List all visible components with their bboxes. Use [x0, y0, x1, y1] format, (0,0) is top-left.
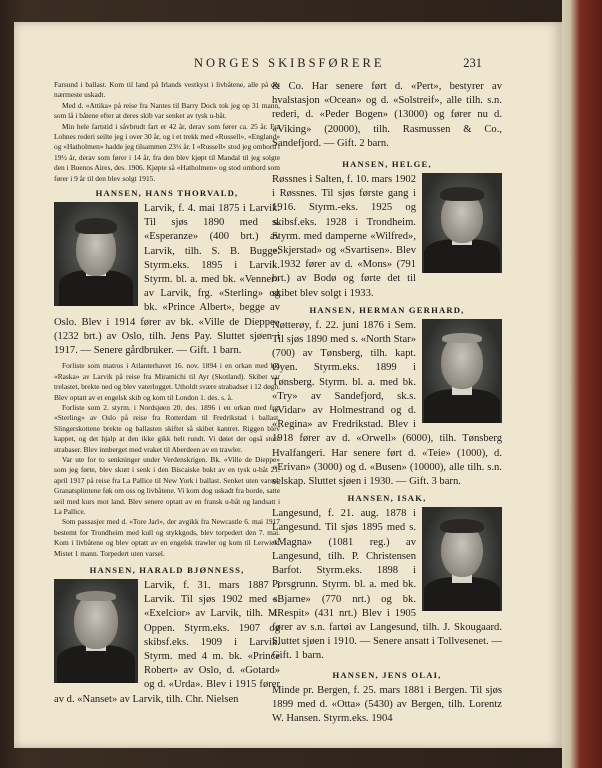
entry-text: Minde pr. Bergen, f. 25. mars 1881 i Bergen. Til sjøs 1899 med d. «Otta» (5430) av Bergen, tilh. Lorentz W. Hansen. Styrm.eks. 1904 — [272, 684, 502, 724]
intro-text — [54, 80, 280, 184]
anecdote: Som passasjer med d. «Tore Jarl», der avgikk fra Newcastle 6. mai 1917 bestemt for Trondheim med kull og stykkgods, blev torpedert den 7. mai. Kom i livbåtene og blev optatt av en engelsk trawler og kom til Lerwick. Mistet 1 mann. Torpedert uten varsel. — [54, 517, 280, 558]
intro-line: Min hele fartstid i såvbrudt fart er 42 år, derav som fører ca. 25 år. Fra Lohnes rederi seilte jeg i over 30 år, og i et trekk med «Russell», «England» og «Hatholmen» hadde jeg tilsammen 23½ år. I «Russell» stod jeg ombord i 19½ år, derav som fører i 14 år, fra den blev kjøpt til Mandal til jeg solgte den i Buenos Aires, des. 1906. Kjøpte så «Hatholmen» og stod ombord som fører i 9 år til den blev solgt 1915. — [54, 121, 280, 183]
book-page — [14, 22, 562, 748]
page-header — [54, 56, 482, 74]
entry-heading: HANSEN, ISAK, — [347, 493, 427, 504]
entry-text: Langesund, f. 21. aug. 1878 i Langesund. Til sjøs 1895 med s. «Magna» (1081 reg.) av Langesund, tilh. P. Christensen Barfot. Styrm.eks. 1898 i Porsgrunn. Styrm. bl. a. med bk. «Bjarne» (770 nrt.) og bk. «Respit» (431 nrt.) Blev i 1905 fører av s.n. fartøi av Langesund, tilh. J. Skougaard. Sluttet sjøen i 1910. — Senere ansatt i Tollvesenet. — Gift. 1 barn. — [272, 508, 502, 662]
entry-text: Røssnes i Salten, f. 10. mars 1902 i Røssnes. Til sjøs første gang i 1916. Styrm.-eks. 1925 og skibsf.eks. 1928 i Trondheim. Styrm. med damperne «Wilfred», «Skjerstad» og «Svartisen». Blev i 1932 fører av d. «Mons» (791 brt.) av Bodø og førte det til skibet blev solgt i 1933. — [272, 174, 416, 299]
intro-line: Med d. «Attika» på reise fra Nantes til Barry Dock tok jeg op 31 mann, som lå i båtene efter at deres skib var senket av tysk u-båt. — [54, 100, 280, 121]
anecdote: Forliste som 2. styrm. i Nordsjøen 20. des. 1896 i en orkan med frg. «Sterling» av Oslo på reise fra Rotterdam til Fredrikstad i ballast. Slingerskottene brekte og ballasten skiftet så skibet kantret. Riggen blev kappet, og det hjalp at den ikke gikk helt rundt. Vi døiet der også store strabaser. Blev innberget med vraket til Aberdeen av en trawler. — [54, 402, 280, 454]
portrait-helge — [422, 173, 502, 273]
portrait-isak — [422, 507, 502, 611]
portrait-harald-bjonness — [54, 579, 138, 683]
anecdote: Forliste som matros i Atlanterhavet 16. nov. 1894 i en orkan med bk. «Raska» av Larvik på reise fra Miramichi til Ayr (Skotland). Skibet var trelastet, brekte ned og blev vaterlogget. Utholdt svære strabadser i 12 døgn. Blev optatt av et engelsk skib og kom til London 1. des. s. å. — [54, 361, 280, 402]
continuation-text: & Co. Har senere ført d. «Pert», bestyrer av hvalstasjon «Ocean» og d. «Solstreif», alle tilh. s.n. rederi, d. «Peder Bogen» (13000) og fører nu d. «Viking» (20000), tilh. Rasmussen & Co., Sandefjord. — Gift. 2 barn. — [272, 81, 502, 149]
page-number: 231 — [463, 56, 482, 70]
entry-heading: HANSEN, HARALD BJØNNESS, — [89, 565, 245, 576]
left-column — [54, 80, 280, 707]
entry-anecdotes — [54, 361, 280, 559]
running-title: NORGES SKIBSFØRERE — [194, 56, 385, 70]
entry-text: Larvik, f. 31. mars 1887 i Larvik. Til sjøs 1902 med s. «Exelcior» av Larvik, tilh. M. Oppen. Styrm.eks. 1907 og skibsf.eks. 1909 i Larvik. Styrm. med 4 m. bk. «Prince Robert» av Oslo, d. «Gotard» og d. «Urda». Blev i 1915 fører av d. «Nanset» av Larvik, tilh. Chr. Nielsen — [54, 580, 280, 705]
entry-text: Nøtterøy, f. 22. juni 1876 i Sem. Til sjøs 1890 med s. «North Star» (700) av Tønsberg, tilh. kapt. Øyen. Styrm.eks. 1899 i Tønsberg. Styrm. bl. a. med bk. «Try» av Sandefjord, sk.s. «Vidar» av Holmestrand og d. «Regina» av Fredrikstad. Blev i 1918 fører av d. «Orwell» (6000), tilh. Tønsberg Hvalfangeri. Har senere ført d. «Teie» (1000), d. «Erivan» (3000) og d. «Busen» (10000), alle tilh. s.n. selskap. Sluttet sjøen i 1930. — Gift. 3 barn. — [272, 319, 502, 488]
intro-line: Farsund i ballast. Kom til land på Irlands vestkyst i livbåtene, alle på det nærmeste uskadt. — [54, 80, 280, 100]
book-page-edges — [562, 0, 602, 768]
portrait-hans-thorvald — [54, 202, 138, 306]
right-column — [272, 80, 502, 726]
entry-heading: HANSEN, HERMAN GERHARD, — [309, 304, 465, 315]
entry-heading: HANSEN, HANS THORVALD, — [95, 188, 239, 199]
anecdote: Var ute for to senkninger under Verdenskrigen. Bk. «Ville de Dieppe» som jeg førte, blev skutt i senk i den Biscaiske bukt av en tysk u-båt 21. april 1917 på reise fra La Pallice til New York i ballast. Senket uten varsel. Granatsplintene føk om oss og livbåtene. Vi kom dog uskadt fra borde, satte seil med kurs mot land. Blev senere optatt av en fransk u-båt og landsatt i La Pallice. — [54, 454, 280, 516]
entry-text: Larvik, f. 4. mai 1875 i Larvik. Til sjøs 1890 med s. «Esperanze» (400 brt.) av Larvik, tilh. S. B. Bugge. Styrm.eks. 1895 i Larvik. Styrm. bl. a. med bk. «Venner» av Larvik, frg. «Sterling» og bk. «Prince Albert», begge av Oslo. Blev i 1914 fører av bk. «Ville de Dieppe» (1232 brt.) av Oslo, tilh. Jens Pay. Sluttet sjøen i 1917. — Senere gårdbruker. — Gift. 1 barn. — [54, 203, 280, 357]
entry-heading: HANSEN, JENS OLAI, — [332, 669, 442, 680]
entry-heading: HANSEN, HELGE, — [342, 159, 432, 170]
portrait-herman-gerhard — [422, 319, 502, 423]
